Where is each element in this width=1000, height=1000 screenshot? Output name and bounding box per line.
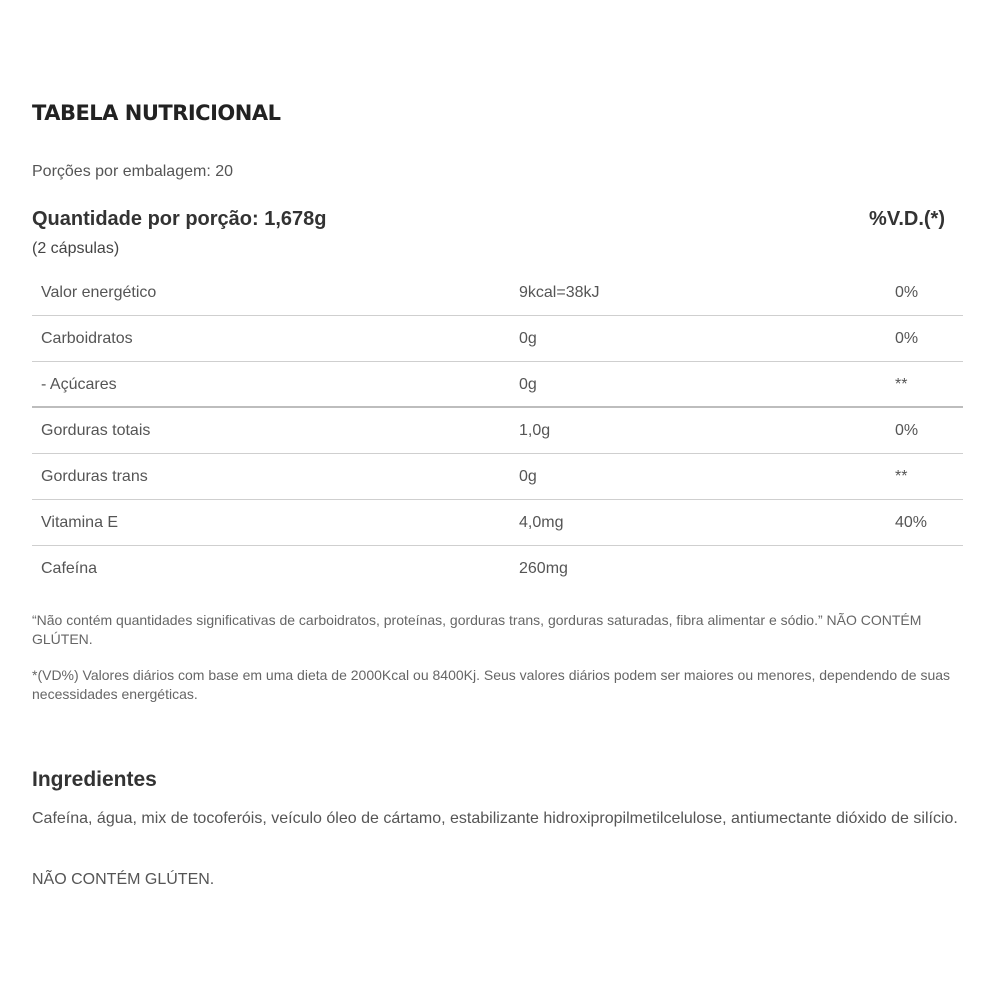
nutrient-amount: 260mg <box>519 560 568 577</box>
daily-value-header: %V.D.(*) <box>869 208 945 230</box>
nutrient-name: - Açúcares <box>41 376 117 393</box>
serving-unit: (2 cápsulas) <box>32 240 120 257</box>
nutrient-amount: 0g <box>519 468 537 485</box>
nutrient-name: Cafeína <box>41 560 98 577</box>
serving-size-label: Quantidade por porção: 1,678g <box>32 208 327 230</box>
nutrient-name: Vitamina E <box>41 514 119 531</box>
daily-value-footnote: *(VD%) Valores diários com base em uma dieta de 2000Kcal ou 8400Kj. Seus valores diários podem ser maiores ou menores, dependendo de suas necessidades energéticas. <box>32 667 951 702</box>
ingredients-list: Cafeína, água, mix de tocoferóis, veículo óleo de cártamo, estabilizante hidroxipropilmetilcelulose, antiumectante dióxido de silício. <box>32 810 958 827</box>
nutrient-daily-value: 0% <box>895 284 919 301</box>
nutrient-name: Carboidratos <box>41 330 133 347</box>
nutrient-name: Gorduras trans <box>41 468 148 485</box>
nutrient-name: Gorduras totais <box>41 422 151 439</box>
nutrient-amount: 1,0g <box>519 422 551 439</box>
nutrient-amount: 0g <box>519 376 537 393</box>
page-title: TABELA NUTRICIONAL <box>32 101 281 125</box>
ingredients-heading: Ingredientes <box>32 768 157 791</box>
table-row <box>32 362 963 408</box>
table-row <box>32 270 963 316</box>
table-row <box>32 316 963 362</box>
nutrient-daily-value: 0% <box>895 422 919 439</box>
nutrient-daily-value: ** <box>895 468 908 485</box>
nutrient-amount: 9kcal=38kJ <box>519 284 600 301</box>
nutrient-daily-value: ** <box>895 376 908 393</box>
gluten-warning: NÃO CONTÉM GLÚTEN. <box>32 871 215 888</box>
nutrient-amount: 0g <box>519 330 537 347</box>
table-row <box>32 408 963 454</box>
servings-per-package: Porções por embalagem: 20 <box>32 163 233 180</box>
nutrient-daily-value: 0% <box>895 330 919 347</box>
nutrient-name: Valor energético <box>41 284 157 301</box>
table-row <box>32 454 963 500</box>
nutrition-table <box>32 270 963 591</box>
nutrient-daily-value: 40% <box>895 514 928 531</box>
table-row <box>32 500 963 546</box>
nutrition-footnote: “Não contém quantidades significativas de carboidratos, proteínas, gorduras trans, gorduras saturadas, fibra alimentar e sódio.” NÃO CONTÉM GLÚTEN. <box>32 612 922 647</box>
nutrient-amount: 4,0mg <box>519 514 564 531</box>
table-row <box>32 546 963 591</box>
